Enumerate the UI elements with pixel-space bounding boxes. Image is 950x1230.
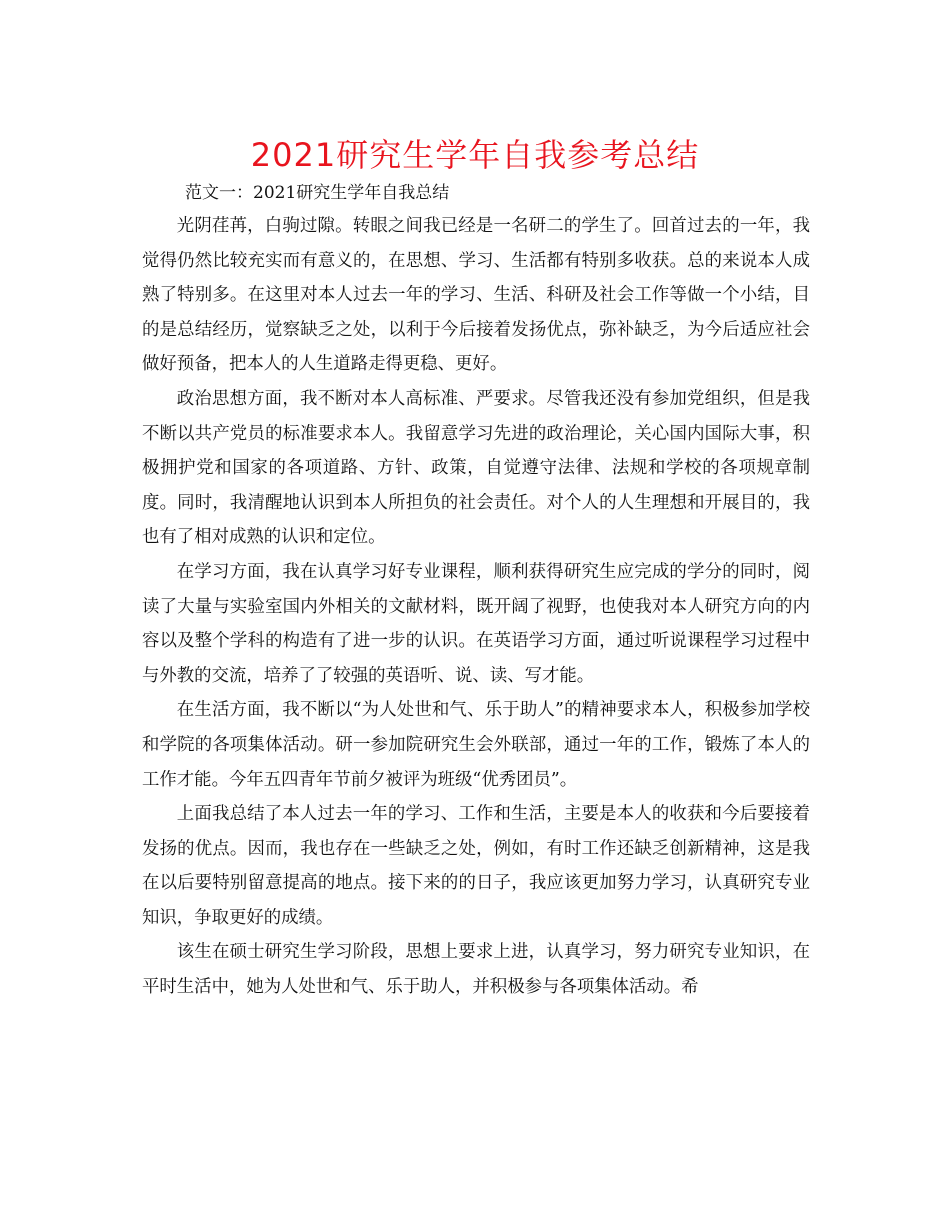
- paragraph-politics: 政治思想方面，我不断对本人高标准、严要求。尽管我还没有参加党组织，但是我不断以共产党员的标准要求本人。我留意学习先进的政治理论，关心国内国际大事，积极拥护党和国家的各项道路、方针、政策，自觉遵守法律、法规和学校的各项规章制度。同时，我清醒地认识到本人所担负的社会责任。对个人的人生理想和开展目的，我也有了相对成熟的认识和定位。: [142, 388, 810, 548]
- paragraph-study: 在学习方面，我在认真学习好专业课程，顺利获得研究生应完成的学分的同时，阅读了大量与实验室国内外相关的文献材料，既开阔了视野，也使我对本人研究方向的内容以及整个学科的构造有了进一步的认识。在英语学习方面，通过听说课程学习过程中与外教的交流，培养了了较强的英语听、说、读、写才能。: [142, 561, 810, 686]
- paragraph-life: 在生活方面，我不断以“为人处世和气、乐于助人”的精神要求本人，积极参加学校和学院的各项集体活动。研一参加院研究生会外联部，通过一年的工作，锻炼了本人的工作才能。今年五四青年节前夕被评为班级“优秀团员”。: [142, 700, 810, 790]
- document-title: 2021研究生学年自我参考总结: [250, 136, 700, 174]
- paragraph-summary: 上面我总结了本人过去一年的学习、工作和生活，主要是本人的收获和今后要接着发扬的优点。因而，我也存在一些缺乏之处，例如，有时工作还缺乏创新精神，这是我在以后要特别留意提高的地点。接下来的的日子，我应该更加努力学习，认真研究专业知识，争取更好的成绩。: [142, 804, 810, 928]
- paragraph-evaluation: 该生在硕士研究生学习阶段，思想上要求上进，认真学习，努力研究专业知识，在平时生活中，她为人处世和气、乐于助人，并积极参与各项集体活动。希: [142, 942, 810, 998]
- document-subtitle: 范文一：2021研究生学年自我总结: [185, 183, 450, 203]
- paragraph-intro: 光阴荏苒，白驹过隙。转眼之间我已经是一名研二的学生了。回首过去的一年，我觉得仍然比较充实而有意义的，在思想、学习、生活都有特别多收获。总的来说本人成熟了特别多。在这里对本人过去一年的学习、生活、科研及社会工作等做一个小结，目的是总结经历，觉察缺乏之处，以利于今后接着发扬优点，弥补缺乏，为今后适应社会做好预备，把本人的人生道路走得更稳、更好。: [142, 216, 810, 375]
- document-body: [142, 209, 810, 1005]
